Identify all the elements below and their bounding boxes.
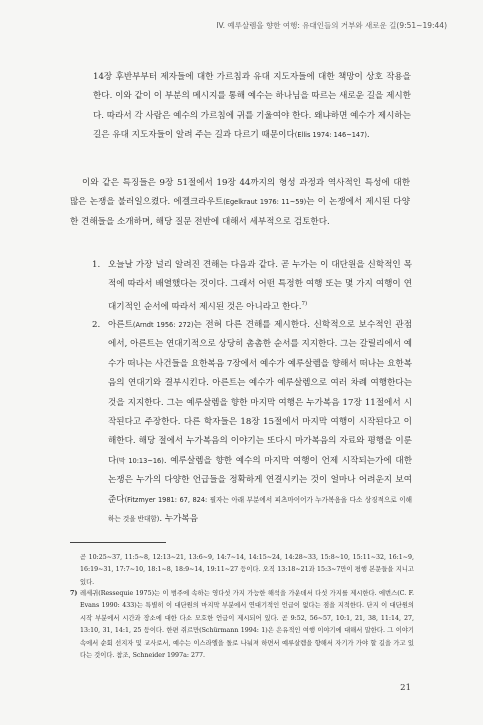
list-item-2	[92, 316, 412, 529]
list-item-citation-b: (막 10:13~16)	[116, 456, 164, 465]
body-paragraph	[70, 174, 410, 232]
footnote-text: 레세귀(Ressequie 1975)는 이 범주에 속하는 영다섯 가지 가능한 해석을 가운데서 다섯 가지를 제시한다. 에번스(C. F. Evans 1990: 433)는 특별히 이 대단원의 마지막 부분에서 연대기적인 언급이 없다는 점을 지적한다. 단지 이 대단원의 시작 부분에서 시간과 장소에 대한 다소 모호한 언급이 제시되어 있다. 곧 9:52, 56~57, 10:1, 21, 38, 11:14, 27, 13:10, 31, 14:1, 25 등이다. 한편 쥐르만(Schürmann 1994: 1)은 은유적인 여행 이야기에 대해서 말한다. 그 이야기 속에서 순회 선지자 및 교사로서, 예수는 이스라엘을 돌로 나눠져 하면서 예루살렘을 향해서 자기가 가야 할 길을 가고 있다는 것이다. 참조, Schneider 1997a: 277.	[80, 590, 414, 660]
paragraph-text-a: 이와 같은 특징들은 9장 51절에서 19장 44까지의 형성 과정과 역사적인 특성에 대한 많은 논쟁을 불러일으켰다. 에겔크라우트	[70, 178, 410, 208]
quote-citation: (Ellis 1974: 146~147)	[294, 131, 367, 140]
list-item-number: 1.	[92, 260, 101, 270]
footnote-number: 7)	[70, 590, 78, 597]
footnote-divider	[70, 542, 166, 543]
quote-end: .	[366, 130, 370, 141]
page-number: 21	[400, 683, 411, 693]
list-item-text-c: . 예루살렘을 향한 예수의 마지막 여행이 언제 시작되는가에 대한 논쟁은 누가의 다양한 언급들을 정확하게 연결시키는 것이 얼마나 어려운지 보여 준다	[108, 455, 412, 505]
paragraph-text-b: 는 이 논쟁에서 제시된 다양한 견해들을 소개하며, 해당 질문 전반에 대해서 세부적으로 검토한다.	[70, 197, 410, 227]
footnote-text: 곧 10:25~37, 11:5~8, 12:13~21, 13:6~9, 14:7~14, 14:15~24, 14:28~33, 15:8~10, 15:11~32, 16:1~9, 16:19~31, 17:7~10, 18:1~8, 18:9~14, 19:11~27 등이다. 오직 13:18~21과 15:3~7만이 평행 본문들을 지니고 있다.	[80, 554, 414, 586]
running-header: IV. 예루살렘을 향한 여행: 유대인들의 거부와 새로운 길(9:51~19:44)	[216, 21, 447, 30]
footnote-7	[70, 588, 414, 662]
list-item-citation-a: (Arndt 1956: 272)	[132, 321, 194, 329]
block-quote	[93, 68, 411, 146]
paragraph-citation: (Egelkraut 1976: 11~59)	[223, 198, 307, 207]
footnote-continued	[70, 552, 414, 589]
list-item-text-a: 아른트	[108, 320, 133, 330]
list-item-1	[92, 256, 412, 317]
list-item-text: 오늘날 가장 널리 알려진 견해는 다음과 같다. 곧 누가는 이 대단원을 신학적인 목적에 따라서 배열했다는 것이다. 그래서 어떤 특정한 여행 또는 몇 가지 여행이 연대기적인 순서에 따라서 제시된 것은 아니라고 한다.	[108, 260, 412, 312]
list-item-text-d: . 누가복음	[159, 514, 199, 525]
list-item-text-b: 는 전혀 다른 견해를 제시한다. 신학적으로 보수적인 관점에서, 아른트는 연대기적으로 상당히 촘촘한 순서를 지지한다. 그는 갈릴리에서 예수가 떠나는 사건들을 요한복음 7장에서 예수가 예루살렘을 향해서 떠나는 요한복음의 연대기와 결부시킨다. 아른트는 예수가 예루살렘으로 여러 차례 여행한다는 것을 지지한다. 그는 예루살렘을 향한 마지막 여행은 누가복음 17장 11절에서 시작된다고 주장한다. 다른 학자들은 18장 15절에서 마지막 여행이 시작된다고 이해한다. 해당 절에서 누가복음의 이야기는 또다시 마가복음의 자료와 평행을 이룬다	[108, 320, 413, 466]
list-item-number: 2.	[92, 320, 101, 330]
footnote-ref-7[interactable]: 7)	[301, 300, 308, 307]
list-item-citation-c: (Fitzmyer 1981: 67, 824: 필자는 아래 부분에서 피츠마이어가 누가복음을 다소 상징적으로 이해하는 것을 반대함)	[108, 495, 412, 524]
quote-text: 14장 후반부부터 제자들에 대한 가르침과 유대 지도자들에 대한 책망이 상호 작용을 한다. 이와 같이 이 부분의 메시지를 통해 예수는 하나님을 따르는 새로운 길을 제시한다. 따라서 각 사람은 예수의 가르침에 귀를 기울여야 한다. 왜냐하면 예수가 제시하는 길은 유대 지도자들이 알려 주는 길과 다르기 때문이다	[93, 72, 411, 141]
